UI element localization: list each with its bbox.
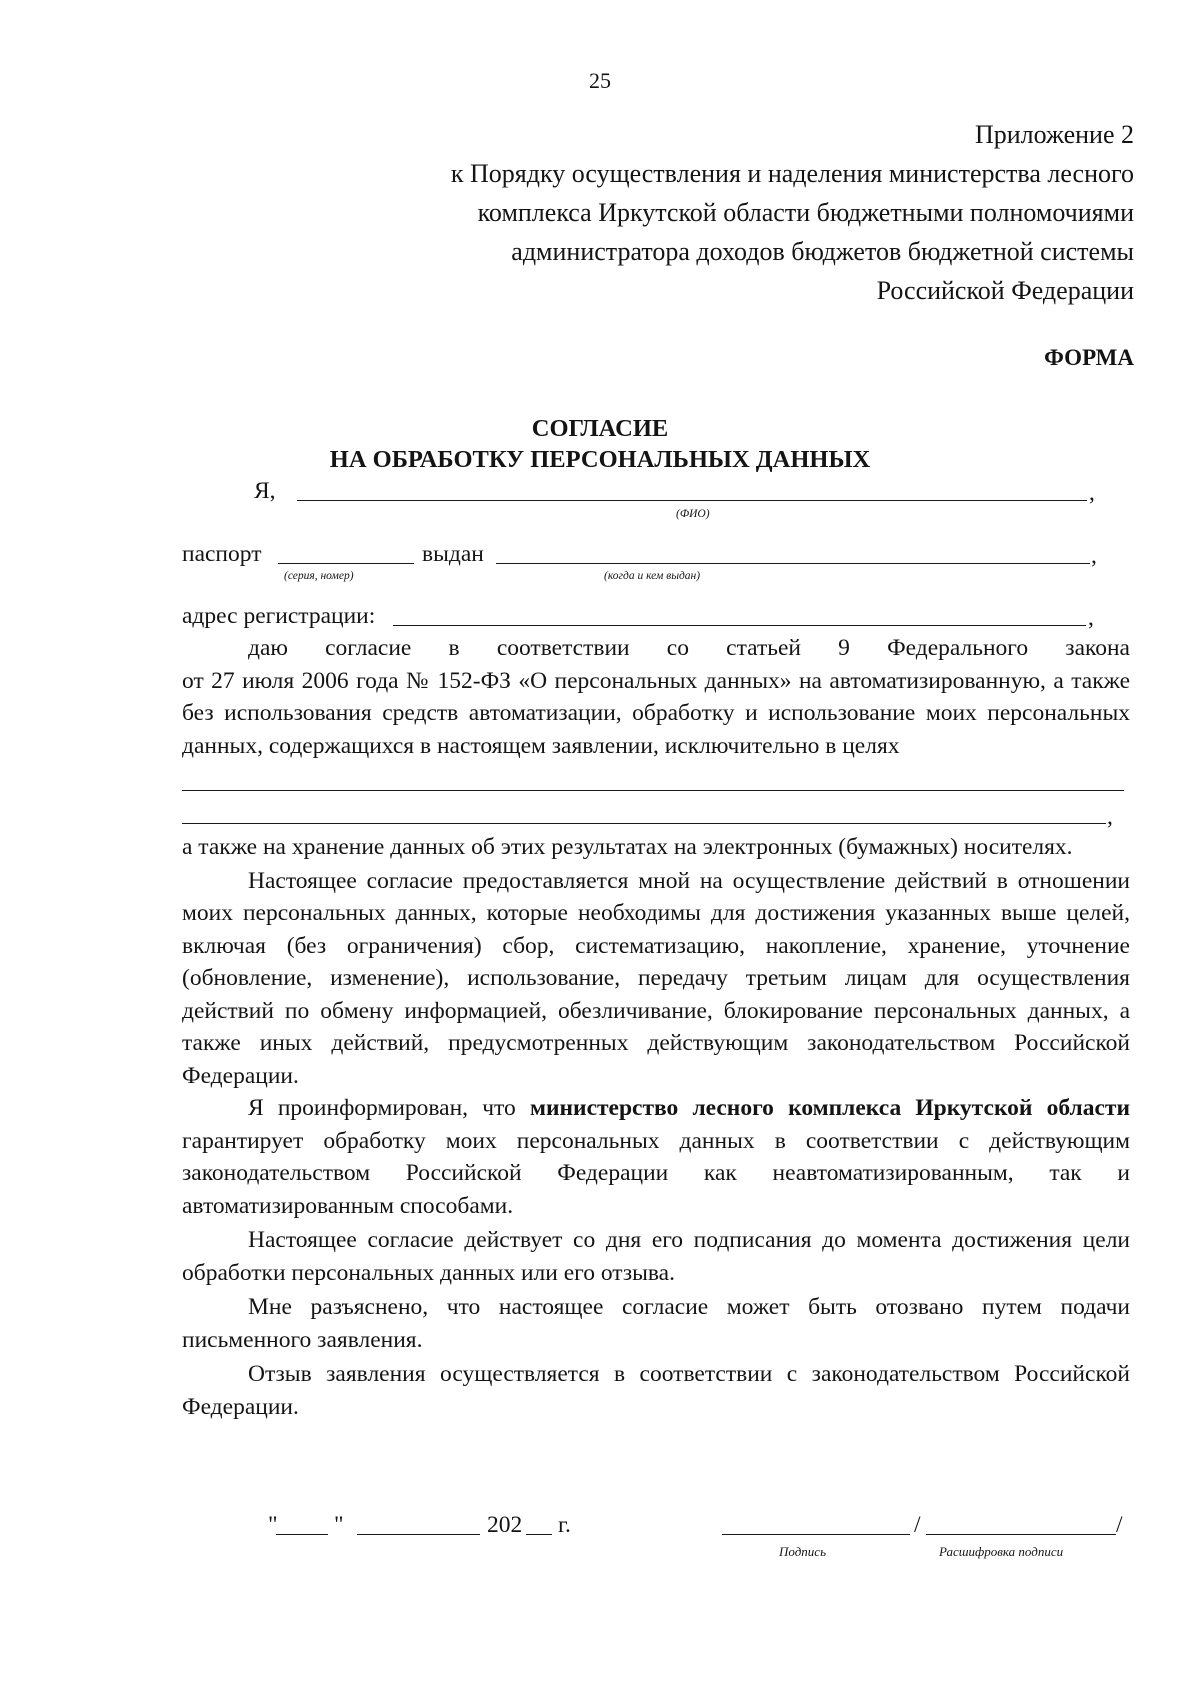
body-text [182, 831, 1130, 1423]
issued-label: выдан [422, 541, 484, 567]
consent-text: от 27 июля 2006 года № 152-ФЗ «О персональных данных» на автоматизированную, а также без использования средств автоматизации, обработку и использование моих персональных данных, содержащихся в настоящем заявлении, исключительно в целях [182, 667, 1130, 759]
fio-comma: , [1089, 480, 1095, 506]
form-label: ФОРМА [1044, 345, 1134, 370]
signature-caption: Подпись [779, 1544, 826, 1559]
revocation-paragraph: Мне разъяснено, что настоящее согласие может быть отозвано путем подачи письменного заявления. [182, 1294, 1130, 1353]
storage-paragraph: а также на хранение данных об этих результатах на электронных (бумажных) носителях. [182, 834, 1073, 860]
passport-line [278, 563, 414, 564]
appendix-line: Российской Федерации [876, 276, 1134, 305]
validity-paragraph: Настоящее согласие действует со дня его подписания до момента достижения цели обработки персональных данных или его отзыва. [182, 1227, 1130, 1286]
decode-line [926, 1534, 1116, 1535]
passport-label: паспорт [182, 541, 262, 567]
actions-paragraph: Настоящее согласие предоставляется мной на осуществление действий в отношении моих персональных данных, которые необходимы для достижения указанных выше целей, включая (без ограничения) сбор, систематизацию, накопление, хранение, уточнение (обновление, изменение), использование, передачу третьим лицам для осуществления действий по обмену информацией, обезличивание, блокирование персональных данных, а также иных действий, предусмотренных действующим законодательством Российской Федерации. [182, 867, 1130, 1089]
date-day-line [276, 1534, 328, 1535]
address-line [393, 625, 1086, 626]
consent-paragraph [182, 632, 1130, 762]
date-quote-close: " [334, 1512, 344, 1538]
date-year-line [526, 1534, 552, 1535]
informed-start: Я проинформирован, что [248, 1095, 530, 1121]
appendix-header [451, 115, 1134, 310]
date-month-line [357, 1534, 480, 1535]
decode-caption: Расшифровка подписи [939, 1544, 1064, 1559]
date-quote-open: " [268, 1512, 278, 1538]
date-year-suffix: г. [558, 1512, 571, 1538]
consent-line-1: даю согласие в соответствии со статьей 9 Федерального закона [248, 635, 1130, 661]
appendix-line: комплекса Иркутской области бюджетными полномочиями [477, 198, 1134, 227]
signature-line [722, 1534, 910, 1535]
purpose-comma: , [1107, 804, 1113, 830]
appendix-line: к Порядку осуществления и наделения министерства лесного [450, 159, 1134, 188]
address-comma: , [1088, 605, 1094, 631]
purpose-line-1 [182, 790, 1124, 791]
title-line-2: НА ОБРАБОТКУ ПЕРСОНАЛЬНЫХ ДАННЫХ [329, 446, 871, 473]
ministry-name: министерство лесного комплекса Иркутской области [529, 1095, 1130, 1121]
i-label: Я, [254, 478, 276, 504]
title-line-1: СОГЛАСИЕ [531, 415, 669, 442]
signature-slash-1: / [914, 1512, 921, 1538]
appendix-line: администратора доходов бюджетов бюджетной системы [511, 237, 1134, 266]
withdrawal-paragraph: Отзыв заявления осуществляется в соответствии с законодательством Российской Федерации. [182, 1361, 1130, 1420]
informed-end: гарантирует обработку моих персональных данных в соответствии с действующим законодательством Российской Федерации как неавтоматизированным, так и автоматизированным способами. [182, 1127, 1130, 1219]
document-title [0, 413, 1200, 475]
date-year: 202 [487, 1512, 523, 1538]
informed-paragraph [182, 1092, 1130, 1222]
issued-comma: , [1091, 543, 1097, 569]
purpose-line-2 [182, 823, 1106, 824]
passport-caption: (серия, номер) [284, 570, 354, 582]
fio-caption: (ФИО) [676, 508, 710, 520]
fio-line [297, 500, 1087, 501]
issued-caption: (когда и кем выдан) [604, 570, 701, 582]
page-number: 25 [589, 68, 611, 93]
signature-slash-2: / [1116, 1512, 1123, 1538]
appendix-line: Приложение 2 [974, 120, 1134, 149]
address-label: адрес регистрации: [182, 603, 376, 629]
issued-line [496, 563, 1090, 564]
